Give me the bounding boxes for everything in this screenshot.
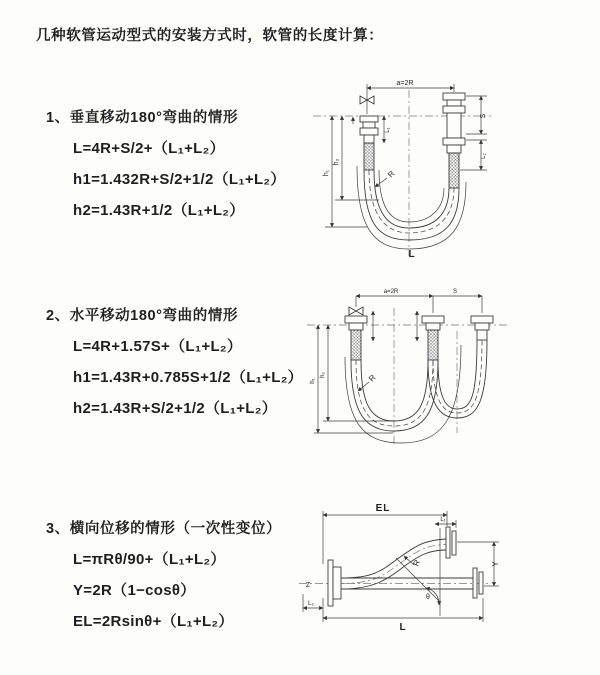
- section-1-heading: 1、垂直移动180°弯曲的情形: [46, 110, 239, 126]
- angle-label: θ: [426, 594, 430, 601]
- radius-callout: [358, 373, 378, 391]
- page-title: 几种软管运动型式的安装方式时，软管的长度计算：: [36, 28, 384, 44]
- formula-line: h1=1.432R+S/2+1/2（L₁+L₂）: [73, 171, 286, 188]
- lower-right-flange: [473, 568, 483, 598]
- dim-l2: [303, 594, 323, 612]
- centerlines: [313, 90, 491, 256]
- dim-label-s: S: [480, 113, 487, 119]
- diagram-lateral-displacement: [295, 498, 600, 646]
- formula-line: L=4R+1.57S+（L₁+L₂）: [73, 338, 243, 355]
- construction-lines: [396, 528, 440, 616]
- radius-label: R: [386, 169, 397, 180]
- valve-icon: [349, 307, 363, 315]
- dim-label-el: EL: [375, 503, 391, 514]
- dim-label-y: Y: [491, 561, 500, 567]
- section-1: [46, 106, 326, 220]
- radius-callout: [375, 169, 397, 187]
- dim-label-h2: h₂: [333, 158, 340, 166]
- right-fitting: [443, 93, 465, 188]
- upper-right-flange: [446, 527, 456, 558]
- dim-label-l1: L₁: [385, 127, 391, 133]
- radius-callout: [404, 556, 422, 567]
- formula-line: h2=1.43R+S/2+1/2（L₁+L₂）: [73, 400, 278, 417]
- section-2-heading: 2、水平移动180°弯曲的情形: [46, 308, 239, 324]
- dim-l: [323, 598, 483, 633]
- dim-label-span: a=2R: [396, 80, 414, 87]
- dim-label-s: S: [452, 289, 458, 295]
- section-3-heading: 3、横向位移的情形（一次性变位）: [46, 521, 282, 537]
- left-fitting: [345, 316, 367, 360]
- left-flange: [328, 560, 341, 606]
- formula-line: EL=2Rsinθ+（L₁+L₂）: [73, 613, 234, 630]
- section-3: [46, 517, 326, 631]
- formula-line: Y=2R（1−cosθ）: [73, 582, 196, 599]
- section-2: [46, 304, 326, 418]
- hose-arcs: [345, 340, 487, 443]
- formula-line: h2=1.43R+1/2（L₁+L₂）: [73, 202, 245, 219]
- formula-line: L=πRθ/90+（L₁+L₂）: [73, 551, 226, 568]
- dim-label-l2: L₂: [308, 601, 314, 607]
- radius-label: R: [367, 373, 378, 384]
- dim-label-h1: h₁: [323, 169, 330, 177]
- formula-line: h1=1.43R+0.785S+1/2（L₁+L₂）: [73, 369, 303, 386]
- dim-el: [323, 503, 447, 564]
- dim-label-l1: L₁: [440, 517, 446, 523]
- dim-label-span: a=2R: [383, 289, 399, 295]
- dim-top-span: [367, 80, 454, 114]
- radius-label: R: [411, 558, 423, 568]
- dim-label-l2: L₂: [481, 153, 487, 159]
- diagram-horizontal-180-bend: [303, 283, 600, 463]
- dim-label-h2: h₂: [320, 372, 326, 378]
- left-fitting: [360, 116, 378, 170]
- formula-line: L=4R+S/2+（L₁+L₂）: [73, 140, 225, 157]
- dim-label-l: L: [399, 622, 407, 633]
- right-fitting: [471, 316, 493, 340]
- length-label: L: [408, 249, 416, 260]
- dim-top-spans: [356, 289, 482, 313]
- dim-l1: [435, 517, 456, 528]
- dim-label-h1: h₁: [310, 378, 316, 384]
- diagram-vertical-180-bend: [305, 70, 595, 262]
- middle-fitting: [422, 316, 444, 360]
- break-symbol: Z: [305, 582, 311, 589]
- dim-s: [466, 96, 487, 134]
- dim-y: [457, 542, 500, 586]
